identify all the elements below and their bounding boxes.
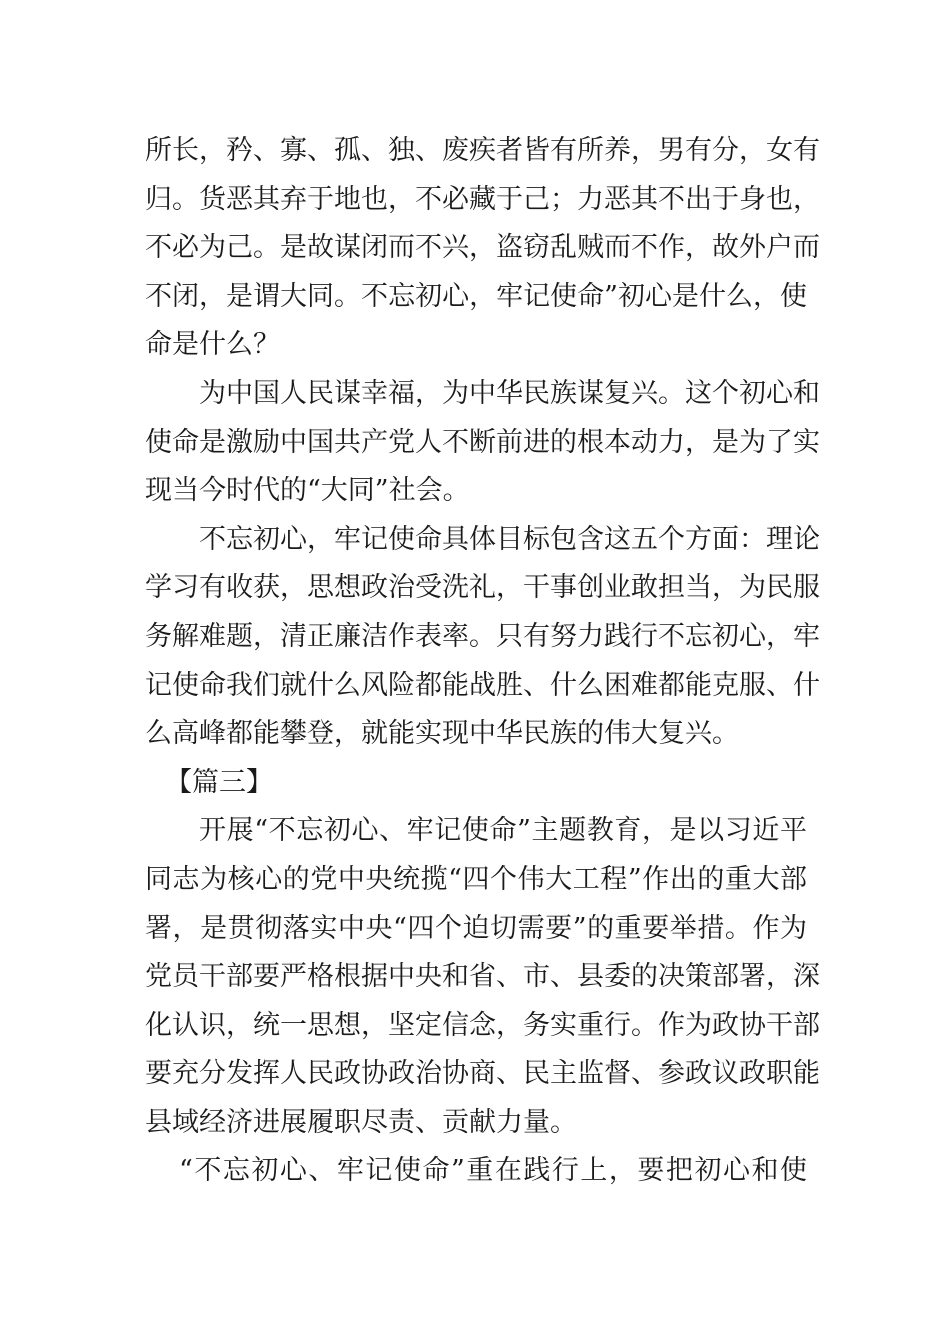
text-line-4: 不闭，是谓大同。不忘初心，牢记使命”初心是什么，使 (145, 280, 807, 312)
text-line-5: 命是什么？ (145, 329, 280, 361)
text-line-22: “不忘初心、牢记使命”重在践行上，要把初心和使 (179, 1155, 807, 1187)
text-line-6: 为中国人民谋幸福，为中华民族谋复兴。这个初心和 (199, 377, 820, 409)
text-line-11: 务解难题，清正廉洁作表率。只有努力践行不忘初心，牢 (145, 620, 820, 652)
document-page (145, 127, 820, 1196)
text-line-19: 化认识，统一思想，坚定信念，务实重行。作为政协干部 (145, 1009, 820, 1041)
text-line-7: 使命是激励中国共产党人不断前进的根本动力，是为了实 (145, 426, 820, 458)
text-line-12: 记使命我们就什么风险都能战胜、什么困难都能克服、什 (145, 669, 820, 701)
text-line-3: 不必为己。是故谋闭而不兴，盗窃乱贼而不作，故外户而 (145, 232, 820, 264)
text-line-16: 同志为核心的党中央统揽“四个伟大工程”作出的重大部 (145, 863, 807, 895)
text-line-15: 开展“不忘初心、牢记使命”主题教育，是以习近平 (199, 815, 807, 847)
text-line-2: 归。货恶其弃于地也，不必藏于己；力恶其不出于身也， (145, 183, 820, 215)
text-line-17: 署，是贯彻落实中央“四个迫切需要”的重要举措。作为 (145, 912, 807, 944)
text-line-8: 现当今时代的“大同”社会。 (145, 475, 470, 507)
section-heading: 【篇三】 (165, 766, 273, 798)
text-line-1: 所长，矜、寡、孤、独、废疾者皆有所养，男有分，女有 (145, 135, 820, 166)
text-line-10: 学习有收获，思想政治受洗礼，干事创业敢担当，为民服 (145, 572, 820, 604)
text-line-9: 不忘初心，牢记使命具体目标包含这五个方面：理论 (199, 523, 820, 555)
text-line-13: 么高峰都能攀登，就能实现中华民族的伟大复兴。 (145, 718, 739, 750)
text-line-18: 党员干部要严格根据中央和省、市、县委的决策部署，深 (145, 961, 820, 993)
text-line-20: 要充分发挥人民政协政治协商、民主监督、参政议政职能 (145, 1058, 820, 1090)
text-line-21: 县域经济进展履职尽责、贡献力量。 (145, 1106, 577, 1138)
